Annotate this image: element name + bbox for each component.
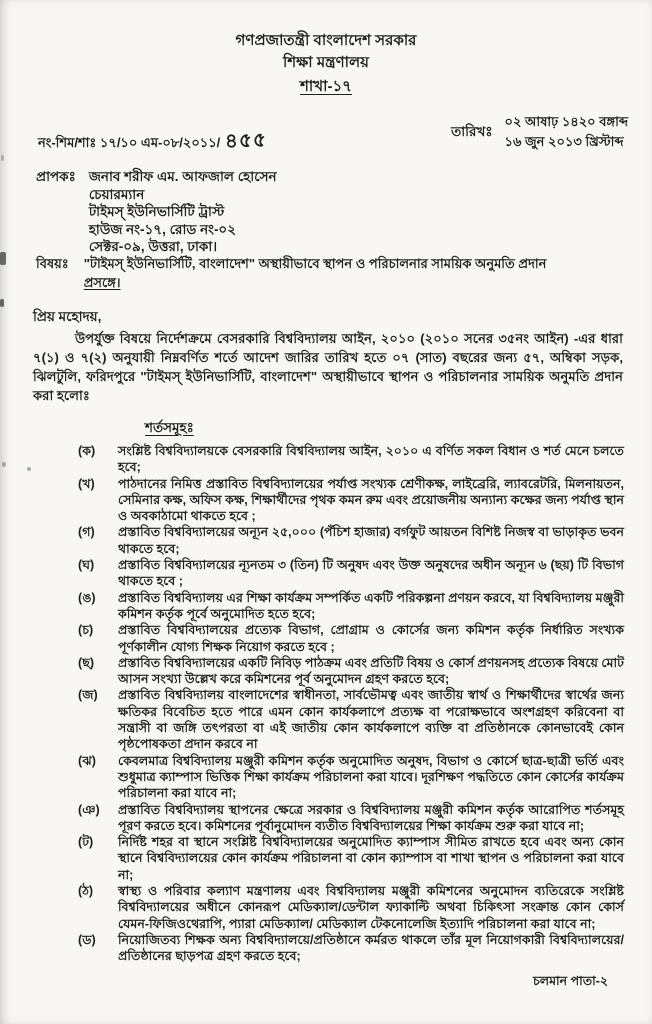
condition-item [78,622,624,655]
condition-label: (ছ) [78,655,95,670]
condition-item [78,557,624,590]
subject-line1: "টাইমস্ ইউনিভার্সিটি, বাংলাদেশ" অস্থায়ীভাবে স্থাপন ও পরিচালনার সাময়িক অনুমতি প্রদান [83,256,547,271]
date-label: তারিখঃ [451,123,493,139]
subject-text [84,254,547,292]
memo-reference-label: নং-শিম/শাঃ ১৭/১০ এম-০৮/২০১১/ [38,135,221,150]
condition-item [78,883,624,932]
condition-text: পাঠদানের নিমিত্ত প্রস্তাবিত বিশ্ববিদ্যালয়ের পর্যাপ্ত সংখ্যক শ্রেণীকক্ষ, লাইব্রেরি, ল্যাবরেটরি, মিলনায়তন, সেমিনার কক্ষ, অফিস কক্ষ, শিক্ষার্থীদের পৃথক কমন রুম এবং প্রয়োজনীয় অন্যান্য কক্ষের জন্য পর্যাপ্ত স্থান ও অবকাঠামো থাকতে হবে ; [118,476,624,524]
condition-text: কেবলমাত্র বিশ্ববিদ্যালয় মঞ্জুরী কমিশন কর্তৃক অনুমোদিত অনুষদ, বিভাগ ও কোর্সে ছাত্র-ছাত্রী ভর্তি এবং শুধুমাত্র ক্যাম্পাস ভিত্তিক শিক্ষা কার্যক্রম পরিচালনা করা যাবে। দূরশিক্ষণ পদ্ধতিতে কোন কোর্সের কার্যক্রম পরিচালনা করা যাবে না; [118,753,624,801]
condition-label: (ঠ) [78,884,94,899]
body-paragraph: উপর্যুক্ত বিষয়ে নির্দেশক্রমে বেসরকারি বিশ্ববিদ্যালয় আইন, ২০১০ (২০১০ সনের ৩৫নং আইন) -এর ধারা ৭(১) ও ৭(২) অনুযায়ী নিম্নবর্ণিত শর্তে আদেশ জারির তারিখ হতে ০৭ (সাত) বছরের জন্য ৫৭, অম্বিকা সড়ক, ঝিলটুলি, ফরিদপুরে "টাইমস্ ইউনিভার্সিটি, বাংলাদেশ" অস্থায়ীভাবে স্থাপন ও পরিচালনার সাময়িক অনুমতি প্রদান করা হলোঃ [33,331,623,403]
condition-text: প্রস্তাবিত বিশ্ববিদ্যালয়ের একটি নিবিড় পাঠক্রম এবং প্রতিটি বিষয় ও কোর্স প্রণয়নসহ প্রত্যেক বিষয়ে মোট আসন সংখ্যা উল্লেখ করে কমিশনের পূর্ব অনুমোদন গ্রহণ করতে হবে; [118,655,624,687]
condition-label: (ঞ) [78,802,100,817]
ministry-name: শিক্ষা মন্ত্রণালয় [282,54,369,71]
recipient-block [36,168,277,256]
memo-reference [38,112,267,159]
condition-label: (জ) [78,688,98,703]
government-name: গণপ্রজাতন্ত্রী বাংলাদেশ সরকার [235,32,417,49]
condition-text: প্রস্তাবিত বিশ্ববিদ্যালয়ের ন্যূনতম ৩ (তিন) টি অনুষদ এবং উক্ত অনুষদের অধীন অন্যূন ৬ (ছয়) টি বিভাগ থাকতে হবে ; [118,558,624,589]
recipient-name: জনাব শরীফ এম. আফজাল হোসেন [88,169,277,184]
subject-line2: প্রসঙ্গে। [83,275,121,290]
recipient-label: প্রাপকঃ [36,169,76,184]
branch-number: শাখা-১৭ [300,78,352,95]
letterhead [0,30,652,98]
condition-text: নির্দিষ্ট শহর বা স্থানে সংশ্লিষ্ট বিশ্ববিদ্যালয়ের অনুমোদিত ক্যাম্পাস সীমিত রাখতে হবে এবং অন্য কোন স্থানে বিশ্ববিদ্যালয়ের কোন কার্যক্রম পরিচালনা বা কোন ক্যাম্পাস বা শাখা স্থাপন ও পরিচালনা করা যাবে না; [118,835,624,882]
condition-item [78,753,624,802]
condition-text: প্রস্তাবিত বিশ্ববিদ্যালয়ের অন্যূন ২৫,০০০ (পঁচিশ হাজার) বর্গফুট আয়তন বিশিষ্ট নিজস্ব বা ভাড়াকৃত ভবন থাকতে হবে; [118,525,624,556]
reference-date-row [38,112,628,159]
condition-text: প্রস্তাবিত বিশ্ববিদ্যালয় এর শিক্ষা কার্যক্রম সম্পর্কিত একটি পরিকল্পনা প্রণয়ন করবে, যা বিশ্ববিদ্যালয় মঞ্জুরী কমিশন কর্তৃক পূর্বে অনুমোদিত হতে হবে; [118,590,624,621]
condition-text: নিয়োজিতব্য শিক্ষক অন্য বিশ্ববিদ্যালয়ে/প্রতিষ্ঠানে কর্মরত থাকলে তাঁর মূল নিয়োগকারী বিশ্ববিদ্যালয়ের/প্রতিষ্ঠানের ছাড়পত্র গ্রহণ করতে হবে; [118,932,624,964]
recipient-area: সেক্টর-০৯, উত্তরা, ঢাকা। [88,239,218,254]
conditions-list [78,443,624,965]
condition-label: (খ) [78,476,95,491]
recipient-street: হাউজ নং-১৭, রোড নং-০২ [88,221,236,237]
condition-item [78,655,624,688]
date-values [505,112,628,152]
condition-item [78,443,624,476]
condition-item [78,687,624,752]
date-block [451,112,628,152]
scan-artifact [2,462,6,467]
condition-label: (চ) [78,623,94,638]
condition-label: (ট) [78,835,94,850]
conditions-heading: শর্তসমূহঃ [145,420,194,435]
condition-label: (ঘ) [78,558,95,573]
recipient-designation: চেয়ারম্যান [88,186,145,202]
condition-text: সংশ্লিষ্ট বিশ্ববিদ্যালয়কে বেসরকারি বিশ্ববিদ্যালয় আইন, ২০১০ এ বর্ণিত সকল বিধান ও শর্ত মেনে চলতে হবে; [118,444,624,475]
recipient-address [89,168,277,256]
date-gregorian-calendar: ১৬ জুন ২০১৩ খ্রিস্টাব্দ [504,134,624,149]
salutation: প্রিয় মহোদয়, [33,309,102,324]
condition-item [78,932,624,965]
scan-artifact [0,299,4,307]
condition-item [78,476,624,525]
condition-text: প্রস্তাবিত বিশ্ববিদ্যালয়ের প্রত্যেক বিভাগ, প্রোগ্রাম ও কোর্সের জন্য কমিশন কর্তৃক নির্ধারিত সংখ্যক পূর্ণকালীন যোগ্য শিক্ষক নিয়োগ করতে হবে ; [118,623,624,654]
condition-text: স্বাস্থ্য ও পরিবার কল্যাণ মন্ত্রণালয় এবং বিশ্ববিদ্যালয় মঞ্জুরী কমিশনের অনুমোদন ব্যতিরেকে সংশ্লিষ্ট বিশ্ববিদ্যালয়ের অধীনে কোনরূপ মেডিক্যাল/ডেন্টাল ফ্যাকাল্টি অথবা চিকিৎসা সংক্রান্ত কোন কোর্স যেমন-ফিজিওথেরাপি, প্যারা মেডিক্যাল/ মেডিক্যাল টেকনোলেজি ইত্যাদি পরিচালনা করা যাবে না; [118,884,624,931]
condition-label: (ক) [78,444,96,458]
scan-artifact [0,252,6,265]
condition-item [78,834,624,883]
condition-label: (ঝ) [78,753,96,768]
condition-label: (ড) [78,932,96,947]
condition-label: (গ) [78,525,95,540]
subject-block [36,254,624,292]
recipient-organization: টাইমস্ ইউনিভার্সিটি ট্রাস্ট [88,204,225,219]
condition-item [78,802,624,835]
condition-label: (ঙ) [78,590,96,605]
scan-artifact [1,155,4,161]
scan-artifact [27,467,31,471]
date-bangla-calendar: ০২ আষাঢ় ১৪২০ বঙ্গাব্দ [504,114,628,129]
subject-label: বিষয়ঃ [36,256,69,271]
continuation-note: চলমান পাতা-২ [527,973,608,993]
memo-reference-number-handwritten: ৪৫৫ [224,129,268,153]
condition-text: প্রস্তাবিত বিশ্ববিদ্যালয় বাংলাদেশের স্বাধীনতা, সার্বভৌমত্ব এবং জাতীয় স্বার্থ ও শিক্ষার্থীদের স্বার্থের জন্য ক্ষতিকর বিবেচিত হতে পারে এমন কোন কার্যকলাপে প্রত্যক্ষ বা পরোক্ষভাবে অংশগ্রহণ করিবেনা বা সন্ত্রাসী বা জঙ্গি তৎপরতা বা এই জাতীয় কোন কার্যকলাপে ব্যক্তি বা প্রতিষ্ঠানকে কোনভাবেই কোন পৃষ্ঠপোষকতা প্রদান করবে না [118,688,624,752]
condition-item [78,524,624,557]
condition-item [78,590,624,623]
condition-text: প্রস্তাবিত বিশ্ববিদ্যালয় স্থাপনের ক্ষেত্রে সরকার ও বিশ্ববিদ্যালয় মঞ্জুরী কমিশন কর্তৃক আরোপিত শর্তসমূহ পূরণ করতে হবে। কমিশনের পূর্বানুমোদন ব্যতীত বিশ্ববিদ্যালয়ের শিক্ষা কার্যক্রম শুরু করা যাবে না; [118,802,624,833]
